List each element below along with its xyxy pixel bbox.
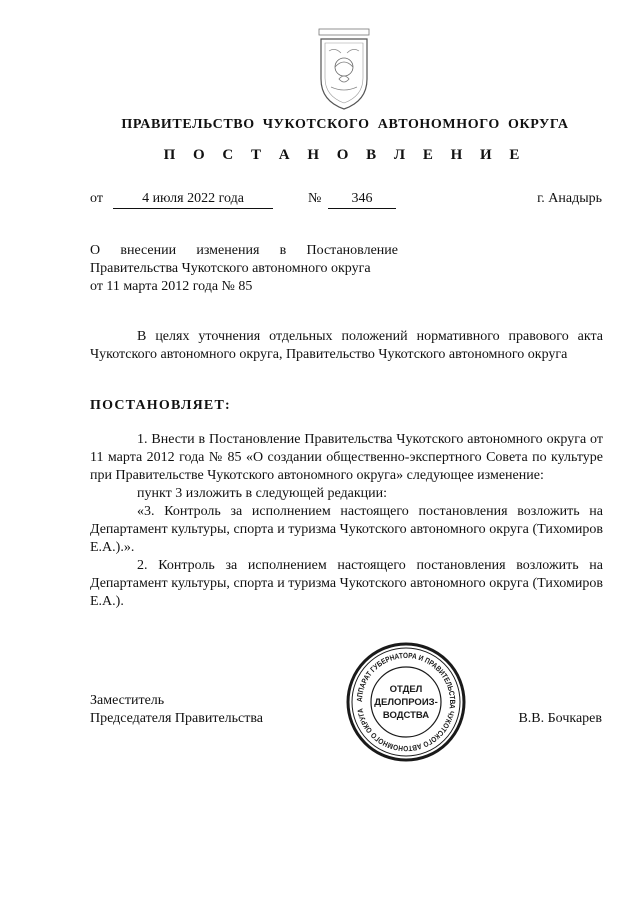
number-prefix: № [308, 191, 322, 206]
decree-items [90, 431, 603, 611]
organization-title: ПРАВИТЕЛЬСТВО ЧУКОТСКОГО АВТОНОМНОГО ОКРУГА [121, 117, 569, 132]
subject-line: от 11 марта 2012 года № 85 [90, 279, 253, 294]
signatory-position [90, 692, 263, 728]
stamp-ring-text: АППАРАТ ГУБЕРНАТОРА И ПРАВИТЕЛЬСТВА ЧУКОТСКОГО АВТОНОМНОГО ОКРУГА [354, 650, 458, 754]
stamp-center-line: ВОДСТВА [382, 710, 430, 721]
subject-line: О внесении изменения в Постановление [90, 243, 398, 258]
decree-item-1-subclause: пункт 3 изложить в следующей редакции: [137, 486, 387, 501]
decree-item-1: 1. Внести в Постановление Правительства Чукотского автономного округа от 11 марта 2012 года № 85 «О создании общественно-экспертного Совета по культуре при Правительстве Чукотского автономного округа» следующее изменение: [90, 432, 603, 483]
document-place: г. Анадырь [537, 191, 602, 206]
signatory-position-line: Заместитель [90, 693, 165, 708]
document-type-title: П О С Т А Н О В Л Е Н И Е [163, 147, 527, 163]
date-prefix: от [90, 191, 103, 206]
subject-line: Правительства Чукотского автономного округа [90, 261, 371, 276]
stamp-center-line: ДЕЛОПРОИЗ- [374, 697, 438, 708]
decree-heading: ПОСТАНОВЛЯЕТ: [90, 398, 231, 413]
official-stamp [344, 640, 468, 764]
stamp-center-line: ОТДЕЛ [389, 684, 423, 695]
document-date: 4 июля 2022 года [113, 190, 273, 209]
decree-item-2: 2. Контроль за исполнением настоящего постановления возложить на Департамент культуры, спорта и туризма Чукотского автономного округа (Тихомиров Е.А.). [90, 558, 603, 609]
document-number: 346 [328, 190, 396, 209]
signatory-position-line: Председателя Правительства [90, 711, 264, 726]
decree-item-1-quote: «3. Контроль за исполнением настоящего постановления возложить на Департамент культуры, спорта и туризма Чукотского автономного округа (Тихомиров Е.А.).». [90, 504, 603, 555]
coat-of-arms-icon [313, 27, 375, 111]
signatory-name: В.В. Бочкарев [518, 711, 602, 726]
intro-paragraph: В целях уточнения отдельных положений нормативного правового акта Чукотского автономного округа, Правительство Чукотского автономного округа [90, 329, 603, 362]
document-subject [90, 242, 398, 296]
